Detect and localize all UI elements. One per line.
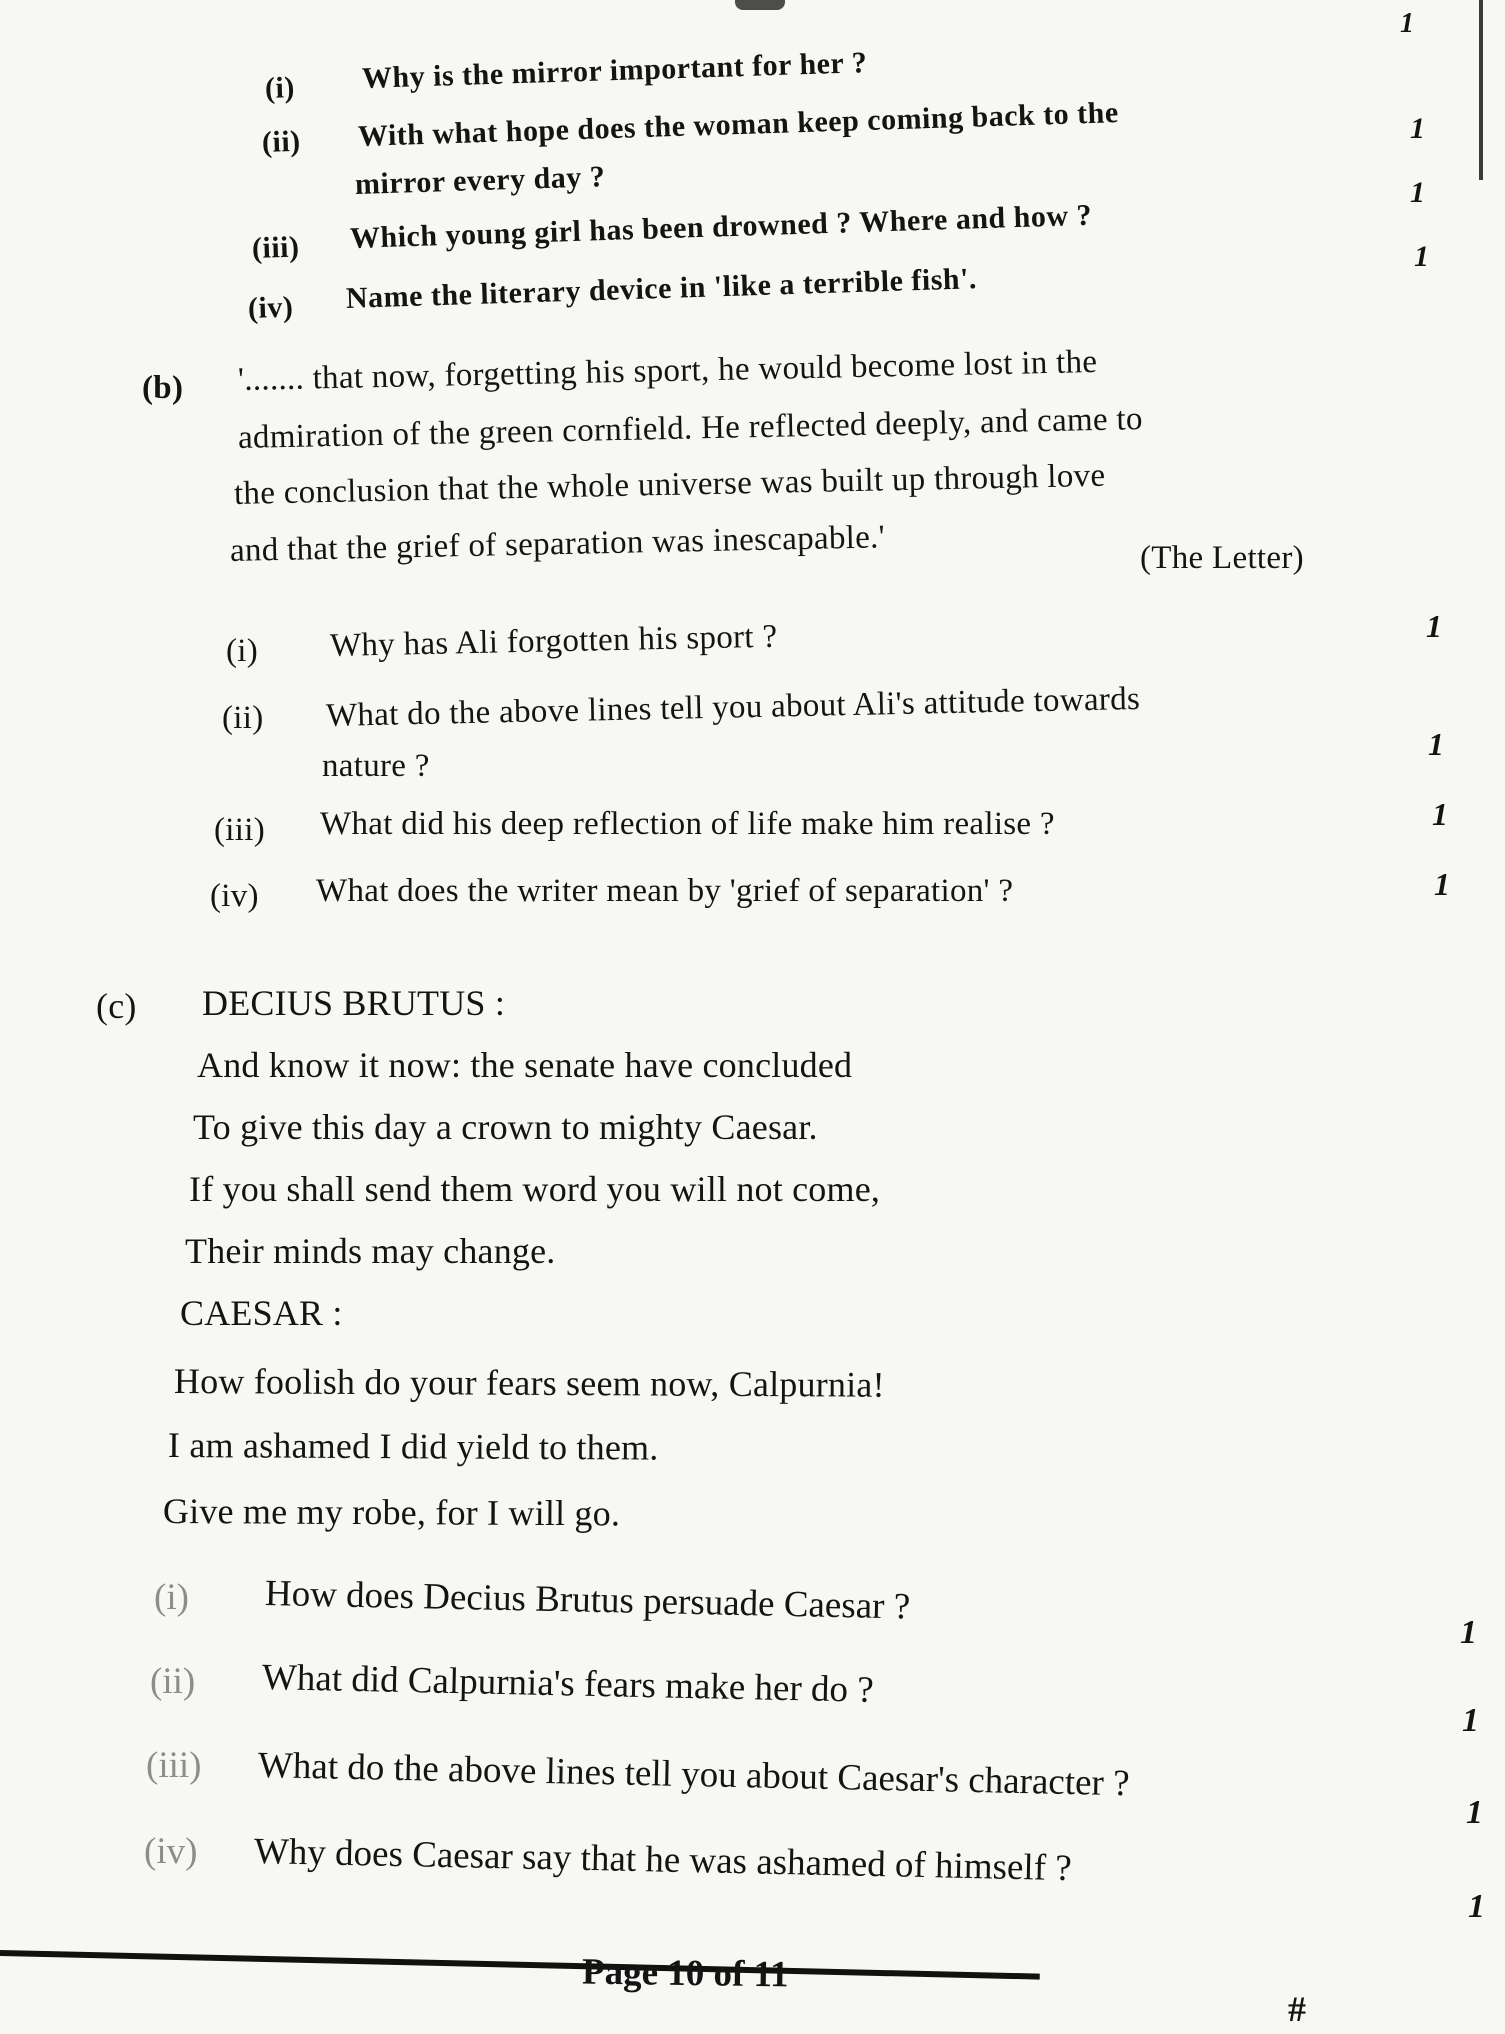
- question-number: (ii): [150, 1661, 196, 1702]
- question-text: With what hope does the woman keep coming back to the: [357, 96, 1120, 153]
- question-text: What did Calpurnia's fears make her do ?: [261, 1657, 875, 1711]
- question-number: (iv): [144, 1831, 198, 1872]
- marks: 1: [1434, 866, 1450, 902]
- question-number: (i): [154, 1577, 189, 1618]
- footer-hash: #: [1288, 1989, 1306, 2029]
- question-text-continued: nature ?: [322, 748, 430, 784]
- verse-line: If you shall send them word you will not come,: [189, 1169, 881, 1209]
- marks: 1: [1460, 1614, 1477, 1651]
- marks: 1: [1410, 176, 1425, 209]
- question-number: (iii): [251, 230, 300, 265]
- marks: 1: [1468, 1888, 1485, 1925]
- marks: 1: [1410, 112, 1425, 145]
- question-text: Why does Caesar say that he was ashamed of himself ?: [253, 1831, 1073, 1890]
- section-label: (b): [142, 370, 184, 406]
- top-mark: 1: [1400, 8, 1414, 39]
- question-text: What did his deep reflection of life make him realise ?: [320, 806, 1055, 842]
- question-number: (iii): [214, 812, 265, 848]
- passage-line: '....... that now, forgetting his sport, he would become lost in the: [237, 344, 1098, 398]
- footer-rule: [0, 1950, 1040, 1980]
- verse-line: Give me my robe, for I will go.: [162, 1491, 621, 1534]
- passage-line: and that the grief of separation was inescapable.': [229, 519, 886, 569]
- passage-source: (The Letter): [1140, 540, 1304, 576]
- question-number: (iv): [247, 290, 294, 325]
- marks: 1: [1462, 1702, 1479, 1739]
- question-text-continued: mirror every day ?: [354, 160, 606, 201]
- question-number: (i): [264, 71, 296, 105]
- verse-line: And know it now: the senate have concluded: [197, 1045, 853, 1085]
- speaker-name: DECIUS BRUTUS :: [202, 983, 506, 1023]
- question-text: Which young girl has been drowned ? Where and how ?: [349, 198, 1093, 255]
- question-text: What do the above lines tell you about Caesar's character ?: [257, 1745, 1130, 1805]
- question-text: What does the writer mean by 'grief of separation' ?: [316, 873, 1014, 909]
- speaker-name: CAESAR :: [180, 1293, 343, 1333]
- question-text: Why has Ali forgotten his sport ?: [329, 618, 778, 664]
- question-text: Name the literary device in 'like a terrible fish'.: [345, 262, 978, 315]
- question-text: What do the above lines tell you about Ali's attitude towards: [325, 680, 1141, 734]
- passage-line: admiration of the green cornfield. He reflected deeply, and came to: [237, 401, 1144, 456]
- scan-smudge: [735, 0, 785, 10]
- marks: 1: [1428, 726, 1444, 762]
- question-number: (i): [226, 633, 259, 669]
- verse-line: I am ashamed I did yield to them.: [167, 1425, 659, 1468]
- marks: 1: [1426, 608, 1442, 644]
- question-text: How does Decius Brutus persuade Caesar ?: [264, 1573, 911, 1628]
- section-label: (c): [96, 986, 137, 1026]
- marks: 1: [1414, 240, 1429, 273]
- question-number: (iv): [210, 878, 259, 914]
- question-text: Why is the mirror important for her ?: [361, 46, 868, 95]
- verse-line: How foolish do your fears seem now, Calpurnia!: [173, 1361, 885, 1405]
- page-number: Page 10 of 11: [581, 1951, 789, 1996]
- scan-edge: [1479, 0, 1483, 180]
- question-number: (ii): [222, 700, 264, 736]
- marks: 1: [1432, 796, 1448, 832]
- marks: 1: [1466, 1794, 1483, 1831]
- verse-line: Their minds may change.: [185, 1231, 556, 1271]
- passage-line: the conclusion that the whole universe was built up through love: [233, 457, 1106, 512]
- question-number: (ii): [261, 124, 302, 159]
- verse-line: To give this day a crown to mighty Caesar.: [193, 1107, 818, 1147]
- question-number: (iii): [146, 1745, 202, 1786]
